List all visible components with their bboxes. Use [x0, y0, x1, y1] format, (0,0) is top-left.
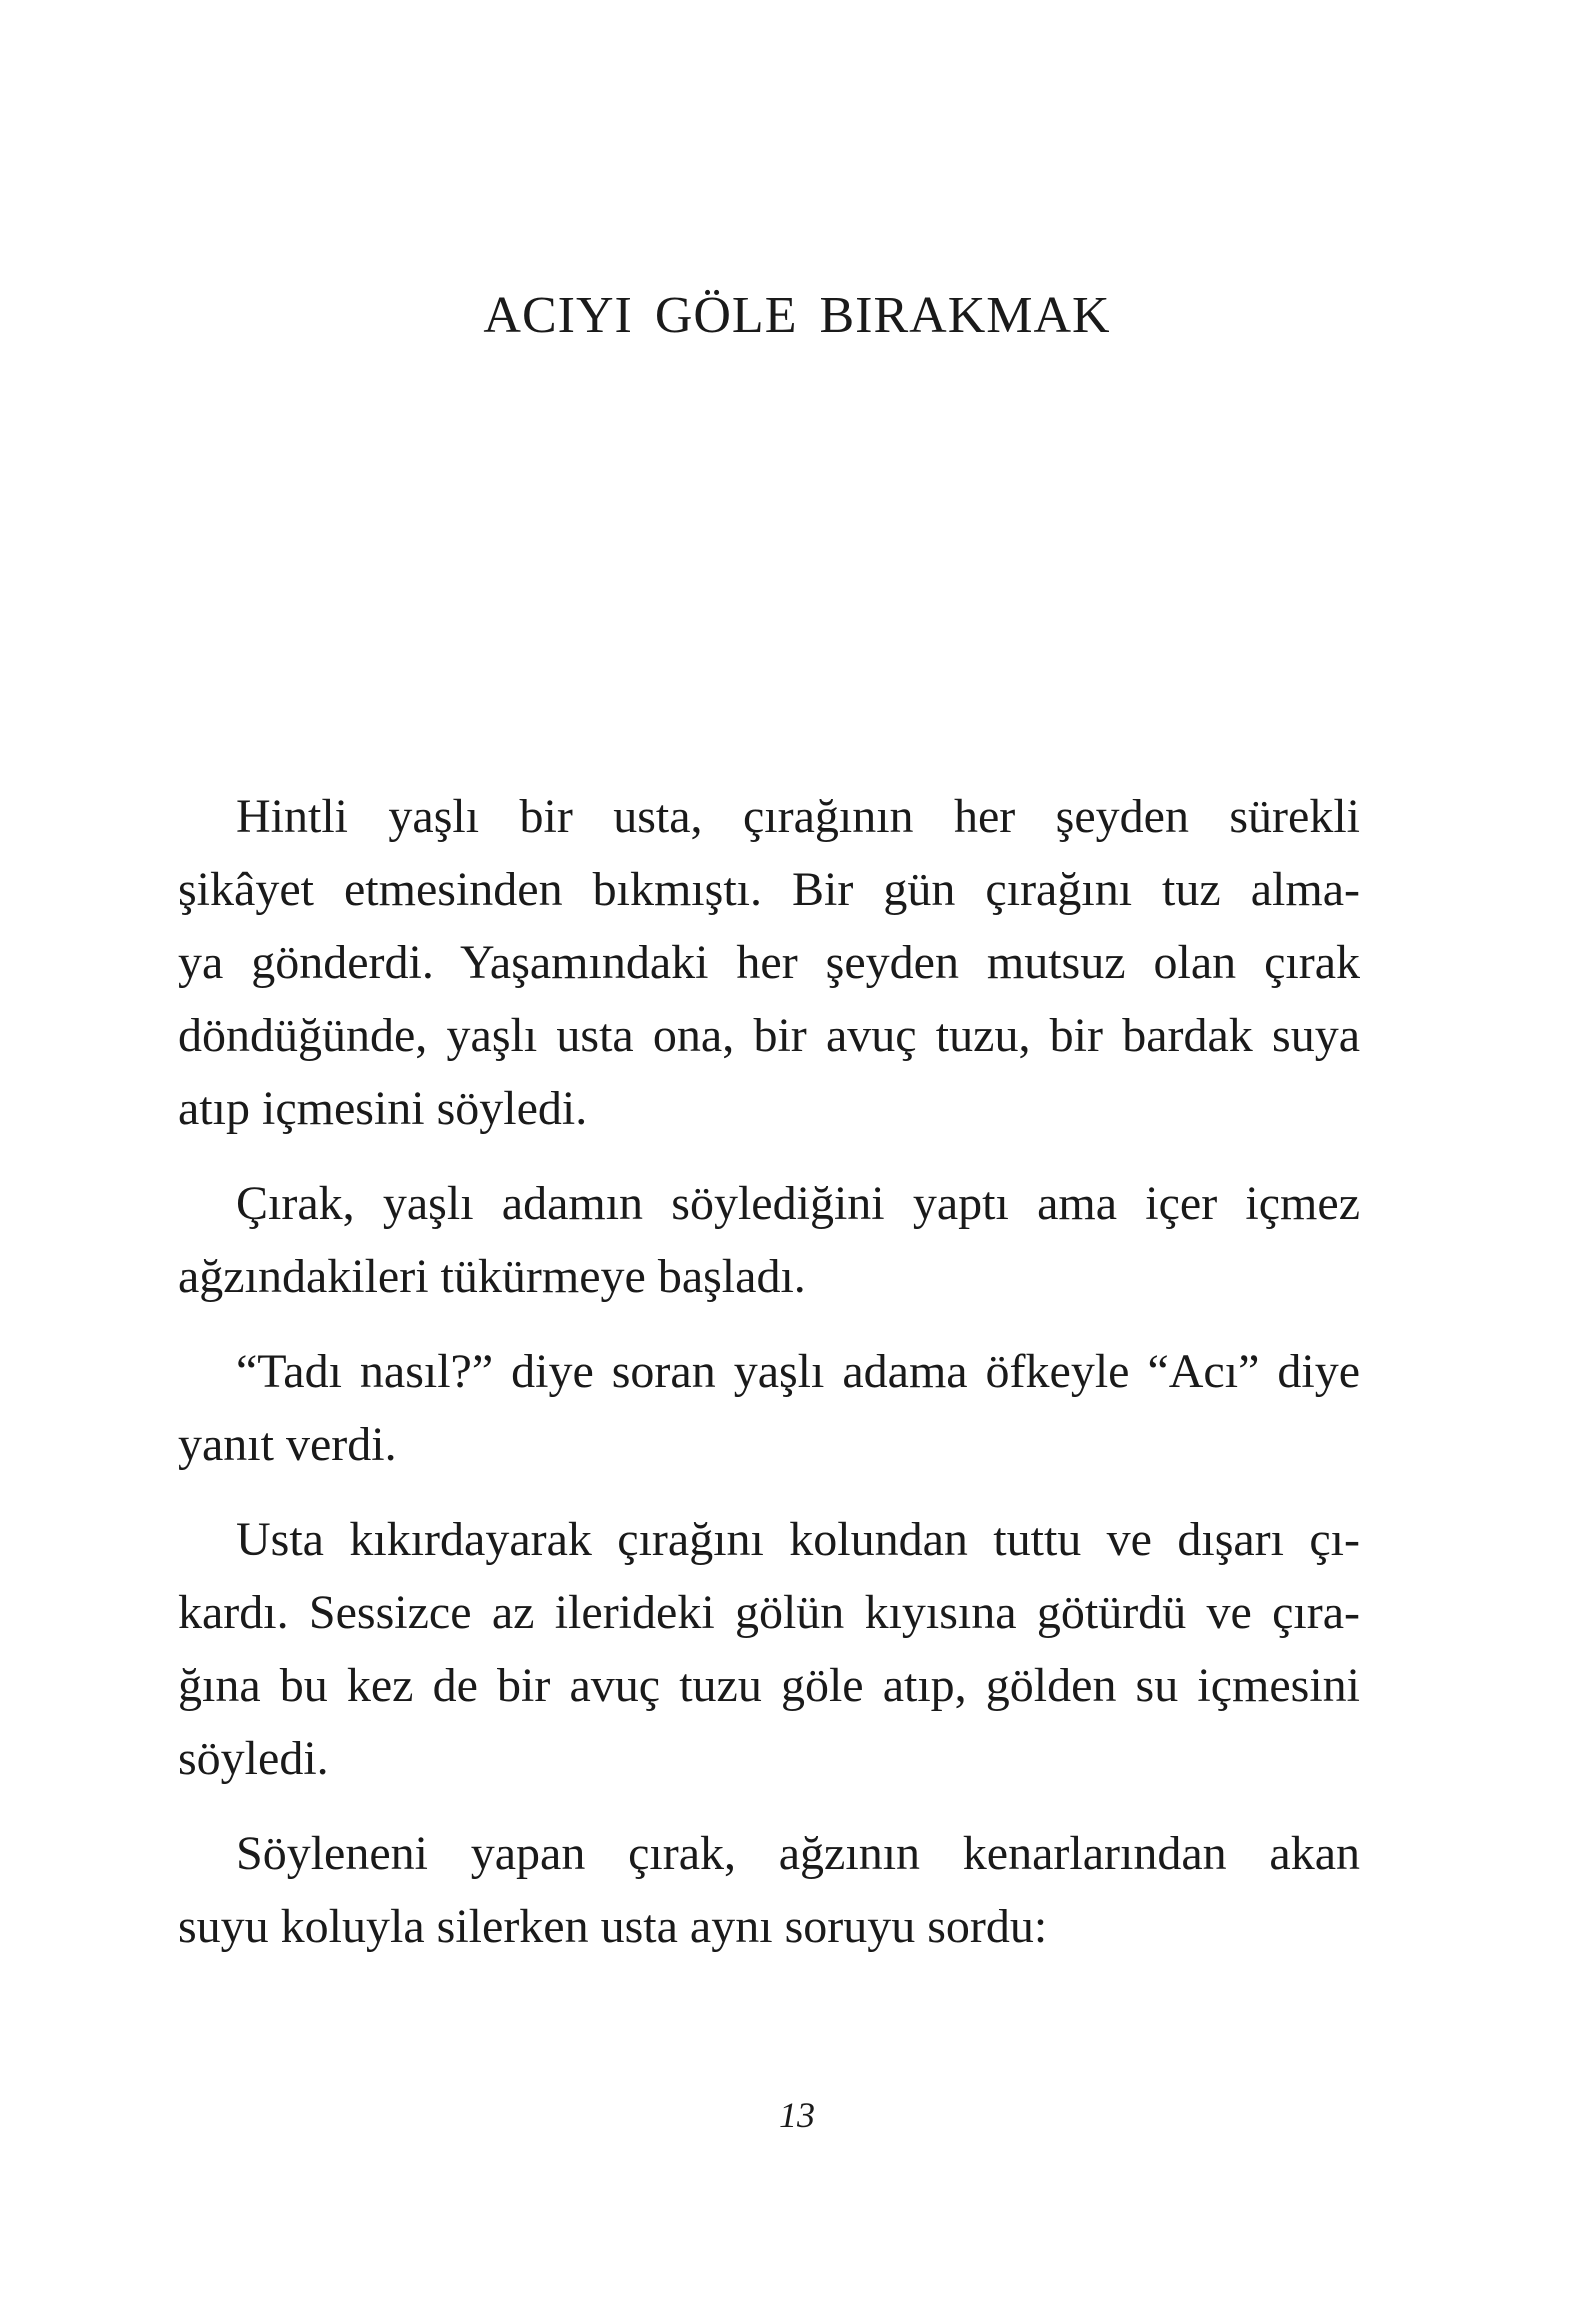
text-line: suyu koluyla silerken usta aynı soruyu sordu: [178, 1900, 1048, 1953]
paragraph [178, 1167, 1360, 1313]
text-line: kardı. Sessizce az ilerideki gölün kıyısına götürdü ve çıra- [178, 1586, 1360, 1639]
text-line: söyledi. [178, 1732, 329, 1785]
text-line: ğına bu kez de bir avuç tuzu göle atıp, gölden su içmesini [178, 1659, 1360, 1712]
text-line: “Tadı nasıl?” diye soran yaşlı adama öfkeyle “Acı” diye [236, 1345, 1360, 1398]
paragraph [178, 1335, 1360, 1481]
text-line: döndüğünde, yaşlı usta ona, bir avuç tuzu, bir bardak suya [178, 1009, 1360, 1062]
text-line: Söyleneni yapan çırak, ağzının kenarlarından akan [236, 1827, 1360, 1880]
text-line: Usta kıkırdayarak çırağını kolundan tuttu ve dışarı çı- [236, 1513, 1360, 1566]
text-line: ya gönderdi. Yaşamındaki her şeyden mutsuz olan çırak [178, 936, 1360, 989]
text-line: atıp içmesini söyledi. [178, 1082, 588, 1135]
text-line: Çırak, yaşlı adamın söylediğini yaptı ama içer içmez [236, 1177, 1360, 1230]
body-text [178, 780, 1360, 1985]
paragraph [178, 780, 1360, 1145]
text-line: yanıt verdi. [178, 1418, 397, 1471]
paragraph [178, 1817, 1360, 1963]
text-line: şikâyet etmesinden bıkmıştı. Bir gün çırağını tuz alma- [178, 863, 1360, 916]
page-number: 13 [779, 2095, 815, 2135]
paragraph [178, 1503, 1360, 1795]
chapter-title: ACIYI GÖLE BIRAKMAK [483, 287, 1111, 344]
text-line: Hintli yaşlı bir usta, çırağının her şeyden sürekli [236, 790, 1360, 843]
text-line: ağzındakileri tükürmeye başladı. [178, 1250, 806, 1303]
